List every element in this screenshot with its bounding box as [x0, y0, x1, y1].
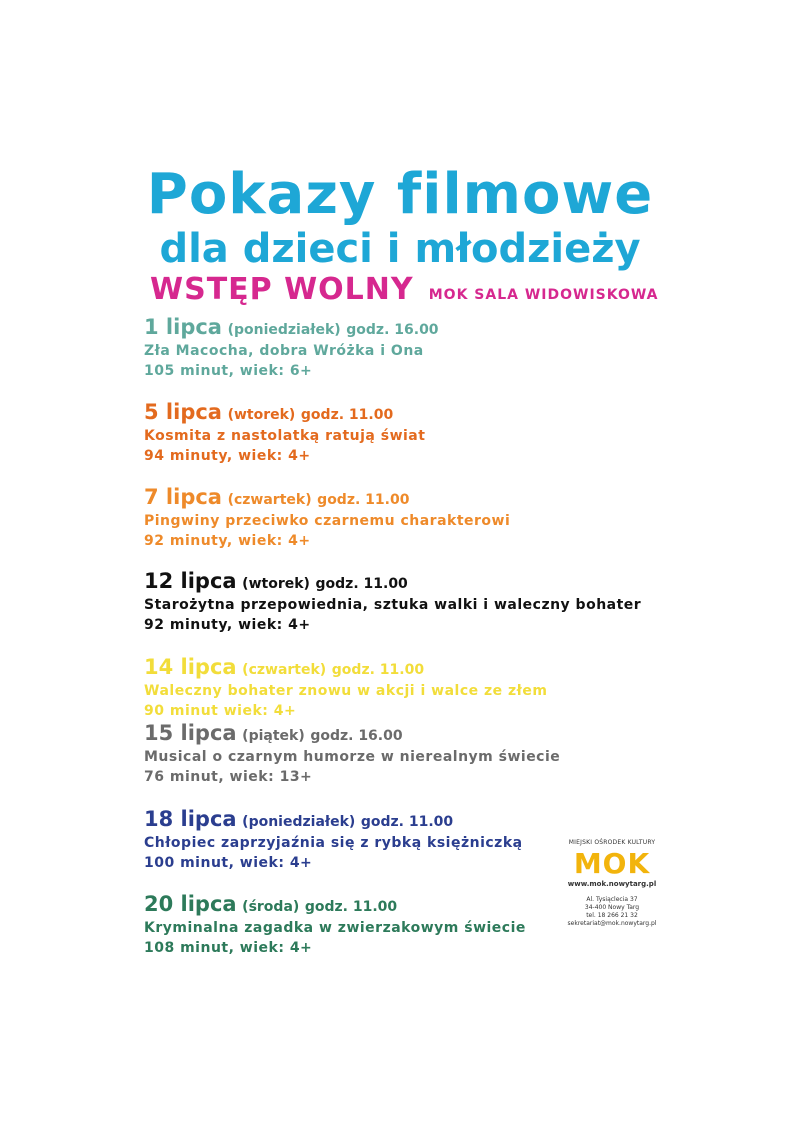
event-title: Zła Macocha, dobra Wróżka i Ona [144, 343, 424, 359]
event-time: godz. 11.00 [360, 814, 454, 830]
mok-logo: MOK [573, 847, 651, 880]
event-date: 5 lipca [144, 400, 222, 424]
event-time: godz. 11.00 [317, 492, 410, 508]
event-time: godz. 11.00 [331, 662, 425, 678]
event-time: godz. 11.00 [304, 899, 398, 915]
event-day: (środa) [242, 899, 300, 915]
event-day: (poniedziałek) [227, 322, 341, 338]
event-day: (wtorek) [242, 576, 310, 592]
poster-title: Pokazy filmowe [146, 162, 654, 227]
logo-website: www.mok.nowytarg.pl [567, 880, 657, 888]
event-date: 20 lipca [144, 892, 237, 916]
event-day: (poniedziałek) [242, 814, 356, 830]
venue-label: MOK SALA WIDOWISKOWA [428, 287, 659, 303]
event-date: 12 lipca [144, 569, 237, 593]
event-day: (piątek) [242, 728, 305, 744]
event-info: 76 minut, wiek: 13+ [144, 769, 313, 785]
event-item [144, 398, 425, 466]
event-item [144, 890, 526, 958]
logo-address-street: Al. Tysiąclecia 37 [586, 896, 638, 903]
event-day: (czwartek) [242, 662, 327, 678]
event-title: Waleczny bohater znowu w akcji i walce ze złem [144, 683, 548, 699]
event-item [144, 653, 547, 721]
event-item [144, 313, 439, 381]
event-item [144, 719, 560, 787]
event-title: Starożytna przepowiednia, sztuka walki i waleczny bohater [144, 597, 642, 613]
event-title: Kryminalna zagadka w zwierzakowym świecie [144, 920, 526, 936]
event-date: 15 lipca [144, 721, 237, 745]
free-entry-label: WSTĘP WOLNY [150, 272, 414, 307]
event-day: (czwartek) [227, 492, 312, 508]
logo-email: sekretariat@mok.nowytarg.pl [567, 920, 657, 927]
event-day: (wtorek) [227, 407, 296, 423]
logo-address-city: 34-400 Nowy Targ [584, 904, 640, 911]
event-time: godz. 16.00 [310, 728, 403, 744]
event-info: 92 minuty, wiek: 4+ [144, 533, 311, 549]
event-date: 1 lipca [144, 315, 222, 339]
event-title: Chłopiec zaprzyjaźnia się z rybką księżniczką [144, 835, 523, 851]
event-info: 90 minut wiek: 4+ [144, 703, 297, 719]
event-title: Musical o czarnym humorze w nierealnym świecie [144, 749, 561, 765]
event-time: godz. 16.00 [346, 322, 439, 338]
event-info: 108 minut, wiek: 4+ [144, 940, 313, 956]
event-title: Kosmita z nastolatką ratują świat [144, 428, 426, 444]
event-info: 105 minut, wiek: 6+ [144, 363, 313, 379]
event-date: 18 lipca [144, 807, 237, 831]
event-time: godz. 11.00 [315, 576, 408, 592]
poster-subtitle: dla dzieci i młodzieży [159, 226, 641, 272]
event-item [144, 805, 523, 873]
event-item [144, 567, 641, 635]
mok-logo-block [566, 839, 658, 928]
event-date: 14 lipca [144, 655, 237, 679]
event-info: 92 minuty, wiek: 4+ [144, 617, 311, 633]
event-time: godz. 11.00 [300, 407, 394, 423]
event-info: 94 minuty, wiek: 4+ [144, 448, 311, 464]
logo-phone: tel. 18 266 21 32 [586, 912, 638, 919]
event-title: Pingwiny przeciwko czarnemu charakterowi [144, 513, 511, 529]
logo-institution: MIEJSKI OŚRODEK KULTURY [568, 839, 656, 846]
event-date: 7 lipca [144, 485, 222, 509]
event-info: 100 minut, wiek: 4+ [144, 855, 313, 871]
entry-info [150, 272, 659, 307]
event-item [144, 483, 510, 551]
